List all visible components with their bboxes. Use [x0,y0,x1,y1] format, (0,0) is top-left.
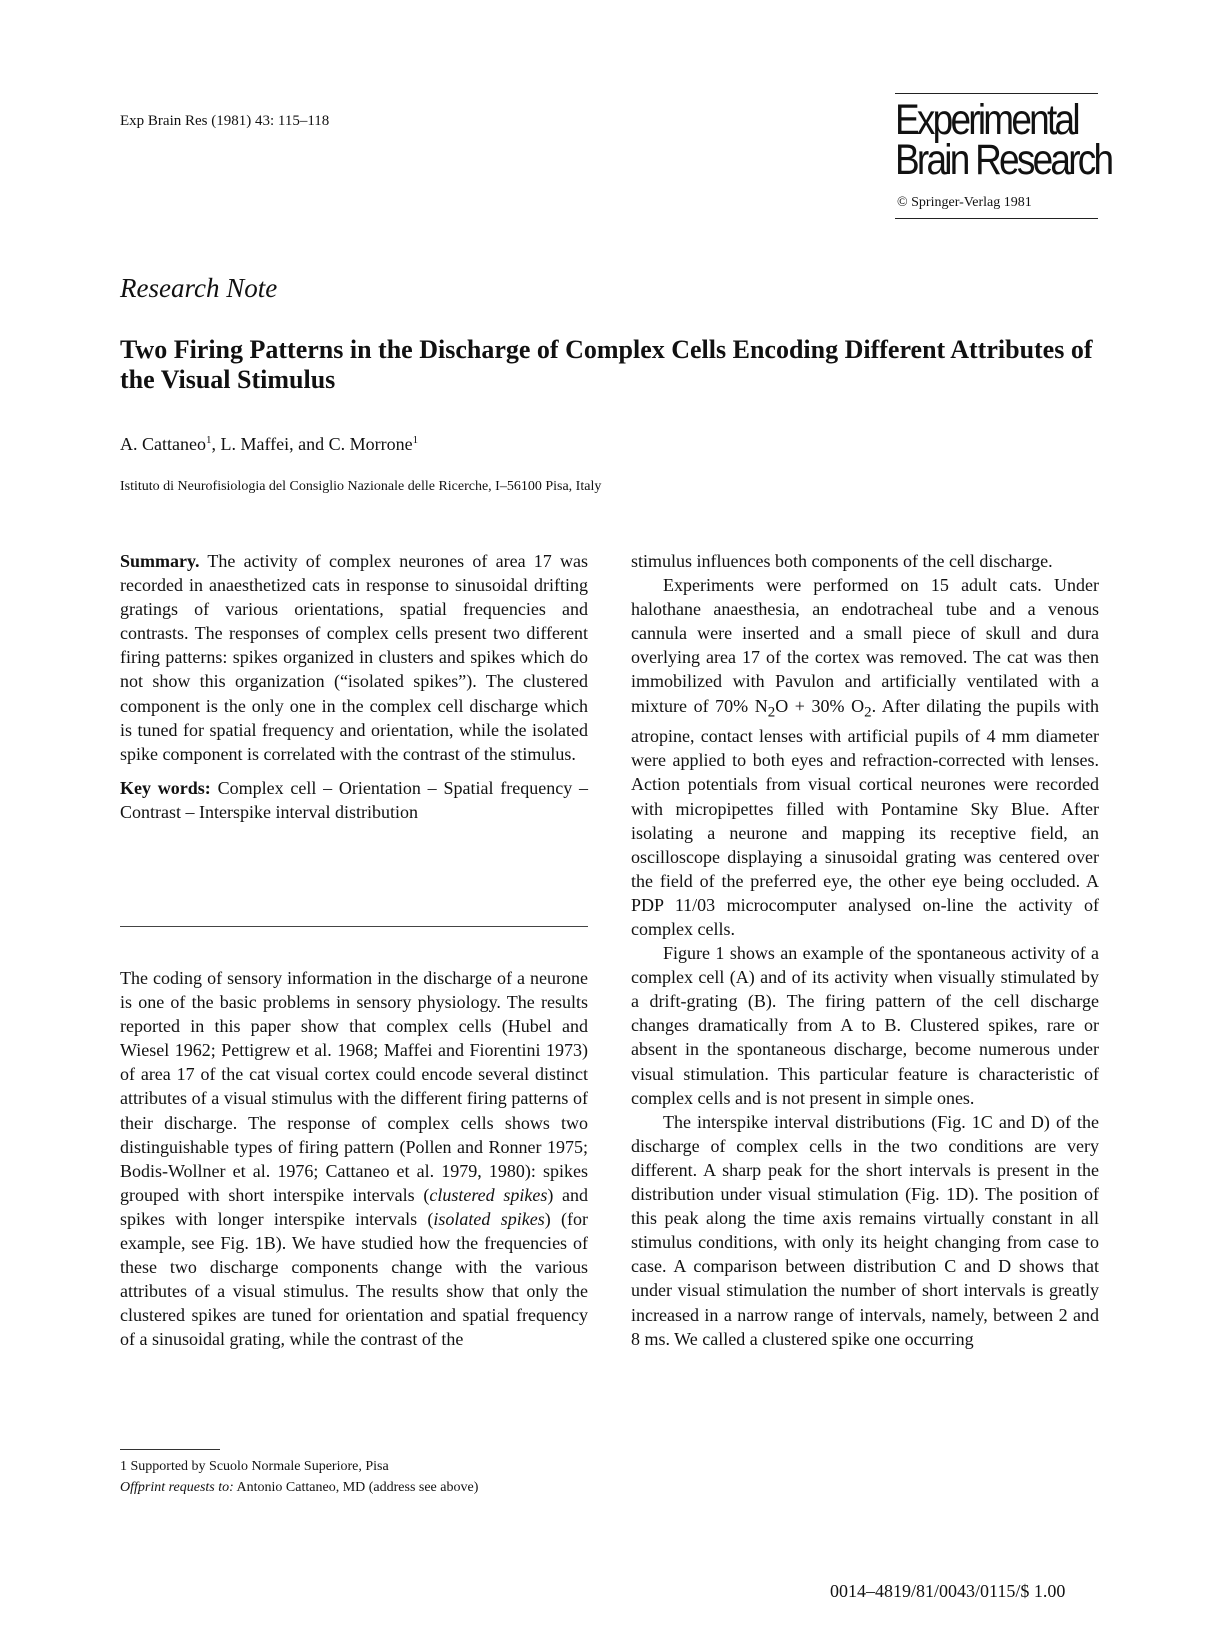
author-2-3: , L. Maffei, and C. Morrone [211,434,413,454]
offprint-text: Antonio Cattaneo, MD (address see above) [233,1480,479,1495]
footnote-offprint [120,1477,600,1498]
article-title: Two Firing Patterns in the Discharge of Complex Cells Encoding Different Attributes of the Visual Stimulus [120,335,1093,394]
section-label: Research Note [120,273,278,303]
footnote-rule [120,1449,220,1450]
methods-sub-1: 2 [767,704,776,721]
author-1-affil: 1 [205,434,212,446]
intro-italic-2: isolated spikes [433,1208,545,1229]
author-1: A. Cattaneo [120,434,206,454]
journal-logo-line1: Experimental [895,96,1078,144]
right-column [631,549,1099,1351]
abstract-separator [120,926,588,927]
affiliation: Istituto di Neurofisiologia del Consiglio Nazionale delle Ricerche, I–56100 Pisa, Italy [120,479,602,494]
figure-paragraph: Figure 1 shows an example of the spontaneous activity of a complex cell (A) and of its activity when visually stimulated by a drift-grating (B). The firing pattern of the cell discharge changes dramatically from A to B. Clustered spikes, rare or absent in the spontaneous discharge, become numerous under visual stimulation. This particular feature is characteristic of complex cells and is not present in simple ones. [631,943,1099,1108]
right-paragraph-0: stimulus influences both components of the cell discharge. [631,551,1053,571]
journal-logo [895,96,1112,184]
journal-citation: Exp Brain Res (1981) 43: 115–118 [120,113,330,129]
intro-text-3: ) (for example, see Fig. 1B). We have studied how the frequencies of these two discharge components change with the various attributes of a visual stimulus. The results show that only the clustered spikes are tuned for orientation and spatial frequency of a sinusoidal grating, while the contrast of the [120,1208,588,1350]
distribution-paragraph: The interspike interval distributions (Fig. 1C and D) of the discharge of complex cells in the two conditions are very different. A sharp peak for the short intervals is present in the distribution under visual stimulation (Fig. 1D). The position of this peak along the time axis remains virtually constant in all stimulus conditions, with only its height changing from case to case. A comparison between distribution C and D shows that under visual stimulation the number of short intervals is greatly increased in a narrow range of intervals, namely, between 2 and 8 ms. We called a clustered spike one occurring [631,1111,1099,1349]
abstract-column [120,549,588,824]
journal-logo-line2: Brain Research [895,136,1112,184]
summary-paragraph [120,549,588,766]
journal-rule-top [895,93,1098,94]
authors [120,434,418,455]
methods-text-2: O + 30% O [775,695,865,716]
intro-text-2: ) and spikes with longer interspike intervals ( [120,1184,588,1229]
summary-text: The activity of complex neurones of area 17 was recorded in anaesthetized cats in response to sinusoidal drifting gratings of various orientations, spatial frequencies and contrasts. The responses of complex cells present two different firing patterns: spikes organized in clusters and spikes which do not show this organization (“isolated spikes”). The clustered component is the only one in the complex cell discharge which is tuned for spatial frequency and orientation, while the isolated spike component is correlated with the contrast of the stimulus. [120,551,588,764]
footnotes [120,1456,600,1498]
intro-italic-1: clustered spikes [429,1184,548,1205]
methods-paragraph [631,573,1099,941]
keywords-label: Key words: [120,777,211,798]
summary-label: Summary. [120,551,200,571]
footnote-1: 1 Supported by Scuolo Normale Superiore, Pisa [120,1459,389,1474]
keywords-text: Complex cell – Orientation – Spatial frequency – Contrast – Interspike interval distribution [120,777,588,822]
intro-paragraph [120,966,588,1352]
methods-text-3: . After dilating the pupils with atropine, contact lenses with artificial pupils of 4 mm diameter were applied to both eyes and refraction-corrected with lenses. Action potentials from visual cortical neurones were recorded with micropipettes filled with Pontamine Sky Blue. After isolating a neurone and mapping its receptive field, an oscilloscope displaying a sinusoidal grating was centered over the field of the preferred eye, the other eye being occluded. A PDP 11/03 microcomputer analysed on-line the activity of complex cells. [631,695,1099,939]
issn-code: 0014–4819/81/0043/0115/$ 1.00 [830,1581,1066,1601]
offprint-label: Offprint requests to: [120,1480,234,1495]
author-3-affil: 1 [412,434,419,446]
intro-text-1: The coding of sensory information in the discharge of a neurone is one of the basic problems in sensory physiology. The results reported in this paper show that complex cells (Hubel and Wiesel 1962; Pettigrew et al. 1968; Maffei and Fiorentini 1973) of area 17 of the cat visual cortex could encode several distinct attributes of a visual stimulus with the different firing patterns of their discharge. The response of complex cells shows two distinguishable types of firing pattern (Pollen and Ronner 1975; Bodis-Wollner et al. 1976; Cattaneo et al. 1979, 1980): spikes grouped with short interspike intervals ( [120,968,588,1205]
methods-text-1: Experiments were performed on 15 adult cats. Under halothane anaesthesia, an endotracheal tube and a venous cannula were inserted and a small piece of skull and dura overlying area 17 of the cortex was removed. The cat was then immobilized with Pavulon and artificially ventilated with a mixture of 70% N [631,575,1099,716]
intro-column [120,966,588,1352]
keywords-paragraph [120,776,588,824]
methods-sub-2: 2 [864,704,872,721]
copyright: © Springer-Verlag 1981 [897,195,1032,210]
journal-rule-bottom [895,218,1098,219]
